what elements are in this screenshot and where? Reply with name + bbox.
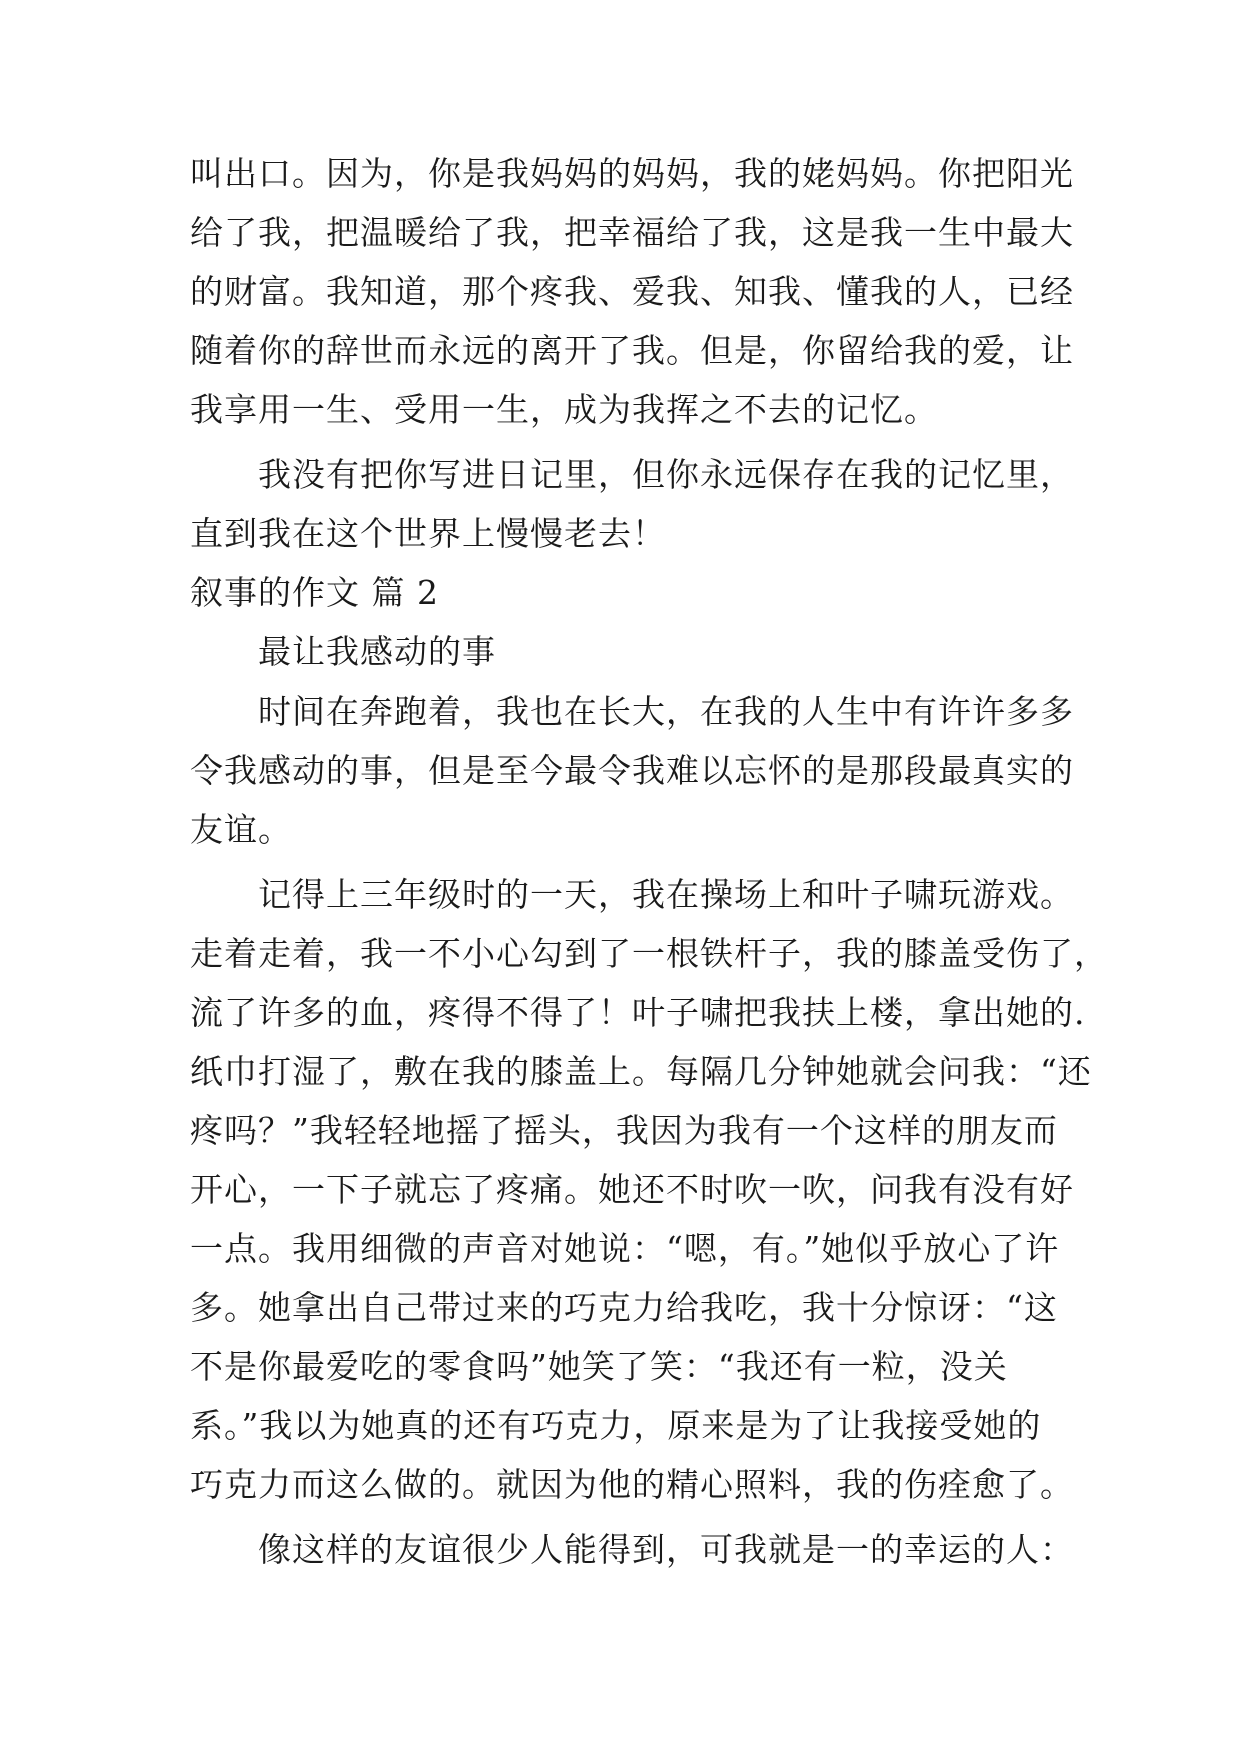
text-line: 像这样的友谊很少人能得到，可我就是一的幸运的人： [258,1530,1074,1569]
text-line: 多。她拿出自己带过来的巧克力给我吃，我十分惊讶：“这 [190,1288,1058,1327]
text-line: 开心，一下子就忘了疼痛。她还不时吹一吹，问我有没有好 [190,1170,1074,1209]
section-heading: 叙事的作文 篇 2 [190,573,439,612]
text-line: 流了许多的血，疼得不得了！叶子啸把我扶上楼，拿出她的. [190,993,1086,1032]
text-line: 不是你最爱吃的零食吗”她笑了笑：“我还有一粒，没关 [190,1347,1008,1386]
text-line: 一点。我用细微的声音对她说：“嗯，有。”她似乎放心了许 [190,1229,1060,1268]
essay-title: 最让我感动的事 [258,632,496,671]
text-line: 疼吗？”我轻轻地摇了摇头，我因为我有一个这样的朋友而 [190,1111,1058,1150]
text-line: 我享用一生、受用一生，成为我挥之不去的记忆。 [190,390,938,429]
text-line: 记得上三年级时的一天，我在操场上和叶子啸玩游戏。 [258,875,1074,914]
text-line: 走着走着，我一不小心勾到了一根铁杆子，我的膝盖受伤了， [190,934,1108,973]
text-line: 令我感动的事，但是至今最令我难以忘怀的是那段最真实的 [190,751,1074,790]
text-line: 我没有把你写进日记里，但你永远保存在我的记忆里， [258,455,1074,494]
text-line: 巧克力而这么做的。就因为他的精心照料，我的伤痊愈了。 [190,1465,1074,1504]
text-line: 的财富。我知道，那个疼我、爱我、知我、懂我的人，已经 [190,272,1074,311]
text-line: 随着你的辞世而永远的离开了我。但是，你留给我的爱，让 [190,331,1074,370]
text-line: 时间在奔跑着，我也在长大，在我的人生中有许许多多 [258,692,1074,731]
text-line: 给了我，把温暖给了我，把幸福给了我，这是我一生中最大 [190,213,1074,252]
text-line: 纸巾打湿了，敷在我的膝盖上。每隔几分钟她就会问我：“还 [190,1052,1092,1091]
text-line: 系。”我以为她真的还有巧克力，原来是为了让我接受她的 [190,1406,1042,1445]
text-line: 直到我在这个世界上慢慢老去！ [190,514,666,553]
text-line: 友谊。 [190,810,292,849]
text-line: 叫出口。因为，你是我妈妈的妈妈，我的姥妈妈。你把阳光 [190,154,1074,193]
